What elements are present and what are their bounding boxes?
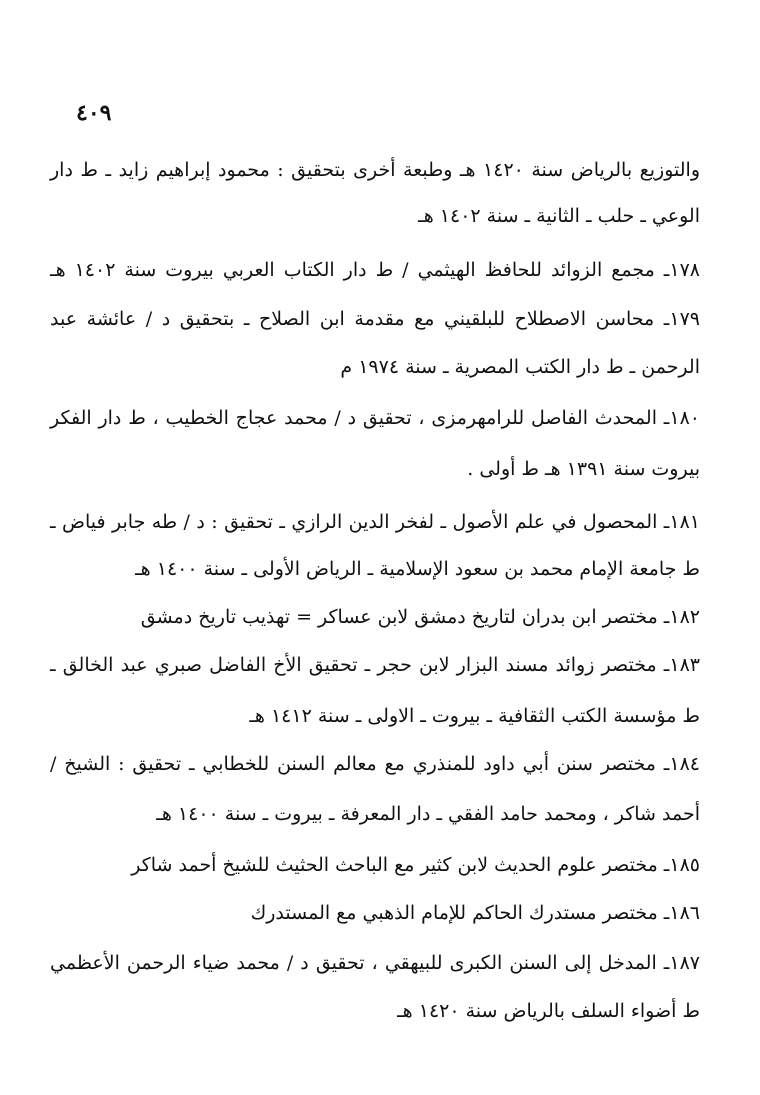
- text-line: ١٨٢ـ مختصر ابن بدران لتاريخ دمشق لابن عساكر = تهذيب تاريخ دمشق: [140, 606, 700, 628]
- text-line: ١٨٤ـ مختصر سنن أبي داود للمنذري مع معالم السنن للخطابي ـ تحقيق : الشيخ /: [50, 753, 700, 775]
- text-line: ط مؤسسة الكتب الثقافية ـ بيروت ـ الاولى ـ سنة ١٤١٢ هـ: [249, 705, 700, 727]
- text-line: ١٨٦ـ مختصر مستدرك الحاكم للإمام الذهبي مع المستدرك: [250, 902, 700, 924]
- text-line: بيروت سنة ١٣٩١ هـ ط أولى .: [467, 458, 700, 480]
- text-line: ١٨٣ـ مختصر زوائد مسند البزار لابن حجر ـ تحقيق الأخ الفاضل صبري عبد الخالق ـ: [50, 654, 700, 676]
- text-line: ١٨٥ـ مختصر علوم الحديث لابن كثير مع الباحث الحثيث للشيخ أحمد شاكر: [131, 854, 700, 876]
- text-line: الرحمن ـ ط دار الكتب المصرية ـ سنة ١٩٧٤ م: [340, 356, 700, 378]
- text-line: أحمد شاكر ، ومحمد حامد الفقي ـ دار المعرفة ـ بيروت ـ سنة ١٤٠٠ هـ: [156, 803, 700, 825]
- text-line: والتوزيع بالرياض سنة ١٤٢٠ هـ وطبعة أخرى بتحقيق : محمود إبراهيم زايد ـ ط دار: [50, 159, 700, 181]
- page-number: ٤٠٩: [76, 100, 112, 126]
- text-line: ١٧٨ـ مجمع الزوائد للحافظ الهيثمي / ط دار الكتاب العربي بيروت سنة ١٤٠٢ هـ: [50, 259, 700, 281]
- text-line: ١٨٧ـ المدخل إلى السنن الكبرى للبيهقي ، تحقيق د / محمد ضياء الرحمن الأعظمي: [50, 952, 700, 974]
- text-line: ١٨٠ـ المحدث الفاصل للرامهرمزى ، تحقيق د / محمد عجاج الخطيب ، ط دار الفكر: [50, 407, 700, 429]
- text-line: الوعي ـ حلب ـ الثانية ـ سنة ١٤٠٢ هـ: [418, 205, 700, 227]
- text-line: ط جامعة الإمام محمد بن سعود الإسلامية ـ الرياض الأولى ـ سنة ١٤٠٠ هـ: [135, 558, 700, 580]
- text-line: ١٨١ـ المحصول في علم الأصول ـ لفخر الدين الرازي ـ تحقيق : د / طه جابر فياض ـ: [50, 511, 700, 533]
- text-line: ١٧٩ـ محاسن الاصطلاح للبلقيني مع مقدمة ابن الصلاح ـ بتحقيق د / عائشة عبد: [50, 308, 700, 330]
- text-line: ط أضواء السلف بالرياض سنة ١٤٢٠ هـ: [397, 1000, 700, 1022]
